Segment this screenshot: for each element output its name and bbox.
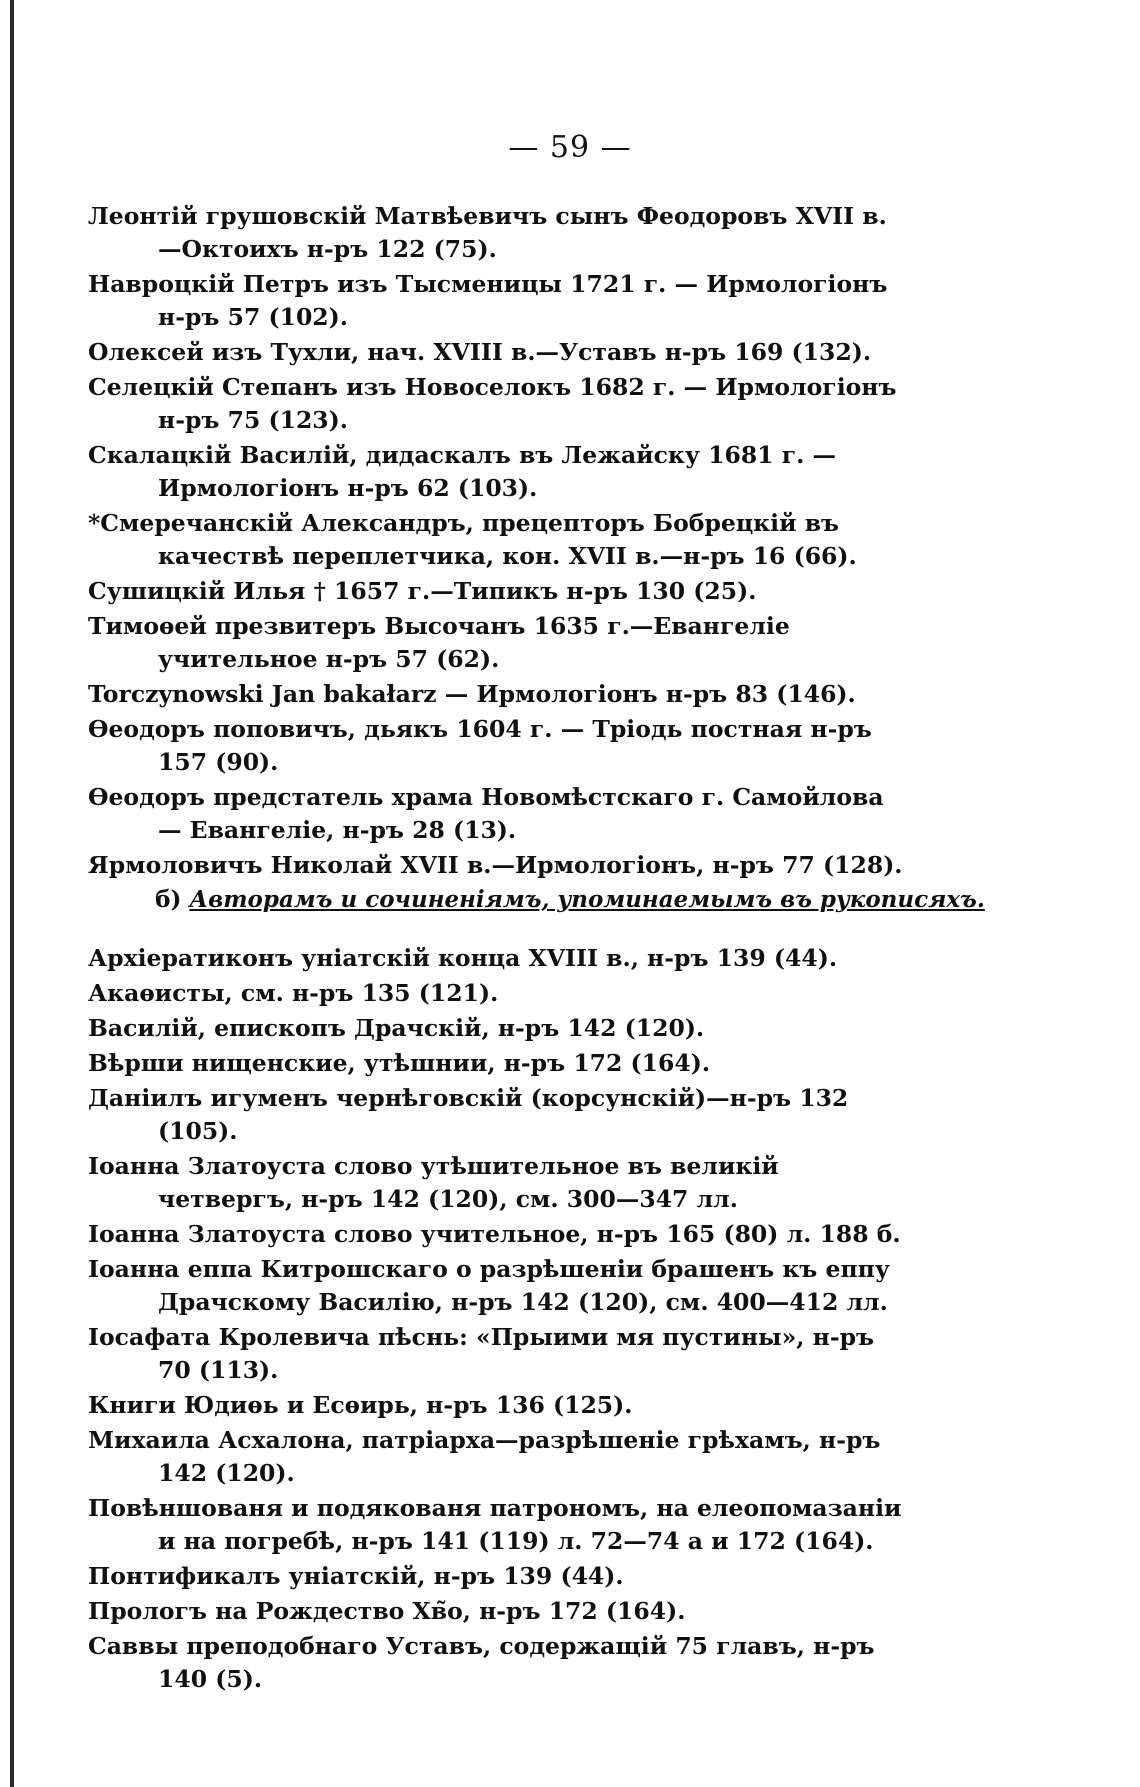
list-item: Понтификалъ уніатскій, н-ръ 139 (44). <box>88 1562 624 1590</box>
list-item: Василій, епископъ Драчскій, н-ръ 142 (120). <box>88 1014 705 1042</box>
list-item: Ярмоловичъ Николай XVII в.—Ирмологіонъ, н-ръ 77 (128). <box>88 851 903 879</box>
list-item: Акаѳисты, см. н-ръ 135 (121). <box>88 979 499 1007</box>
subheading-prefix: б) <box>155 886 182 913</box>
list-item: Навроцкій Петръ изъ Тысменицы 1721 г. — Ирмологіонъ н-ръ 57 (102). <box>88 270 888 331</box>
list-item: Іосафата Кролевича пѣснь: «Прыими мя пустины», н-ръ 70 (113). <box>88 1323 875 1384</box>
subheading-title: Авторамъ и сочиненіямъ, упоминаемымъ въ рукописяхъ. <box>189 886 985 913</box>
list-item: Прологъ на Рождество Хв̃о, н-ръ 172 (164). <box>88 1597 686 1625</box>
list-item: Сушицкій Илья † 1657 г.—Типикъ н-ръ 130 (25). <box>88 577 757 605</box>
list-item: Олексей изъ Тухли, нач. XVIII в.—Уставъ н-ръ 169 (132). <box>88 338 872 366</box>
list-item: Архіератиконъ уніатскій конца XVIII в., н-ръ 139 (44). <box>88 944 838 972</box>
list-item: *Смеречанскій Александръ, прецепторъ Бобрецкій въ качествѣ переплетчика, кон. XVII в.—н-ръ 16 (66). <box>88 509 857 570</box>
list-item: Повѣншованя и подякованя патрономъ, на елеопомазаніи и на погребѣ, н-ръ 141 (119) л. 72—74 а и 172 (164). <box>88 1494 902 1555</box>
list-item: Іоанна еппа Китрошскаго о разрѣшеніи брашенъ къ еппу Драчскому Василію, н-ръ 142 (120), см. 400—412 лл. <box>88 1255 890 1316</box>
authors-works-list <box>88 942 908 1698</box>
list-item: Михаила Асхалона, патріарха—разрѣшеніе грѣхамъ, н-ръ 142 (120). <box>88 1426 881 1487</box>
scribes-list <box>88 200 908 884</box>
page-number: — 59 — <box>508 130 632 165</box>
list-item: Іоанна Златоуста слово учительное, н-ръ 165 (80) л. 188 б. <box>88 1220 901 1248</box>
list-item: Вѣрши нищенские, утѣшнии, н-ръ 172 (164). <box>88 1049 711 1077</box>
list-item: Тимоѳей презвитеръ Высочанъ 1635 г.—Евангеліе учительное н-ръ 57 (62). <box>88 612 790 673</box>
list-item: Селецкій Степанъ изъ Новоселокъ 1682 г. — Ирмологіонъ н-ръ 75 (123). <box>88 373 897 434</box>
list-item: Леонтій грушовскій Матвѣевичъ сынъ Феодоровъ XVII в.—Октоихъ н-ръ 122 (75). <box>88 202 887 263</box>
section-subheading <box>0 886 1140 913</box>
list-item: Саввы преподобнаго Уставъ, содержащій 75 главъ, н-ръ 140 (5). <box>88 1632 875 1693</box>
list-item: Даніилъ игуменъ чернѣговскій (корсунскій)—н-ръ 132 (105). <box>88 1084 849 1145</box>
list-item: Torczynowski Jan bakałarz — Ирмологіонъ н-ръ 83 (146). <box>88 680 856 708</box>
list-item: Ѳеодоръ предстатель храма Новомѣстскаго г. Самойлова — Евангеліе, н-ръ 28 (13). <box>88 783 884 844</box>
list-item: Іоанна Златоуста слово утѣшительное въ великій четвергъ, н-ръ 142 (120), см. 300—347 лл. <box>88 1152 779 1213</box>
list-item: Скалацкій Василій, дидаскалъ въ Лежайску 1681 г. — Ирмологіонъ н-ръ 62 (103). <box>88 441 836 502</box>
list-item: Книги Юдиѳь и Есѳирь, н-ръ 136 (125). <box>88 1391 633 1419</box>
list-item: Ѳеодоръ поповичъ, дьякъ 1604 г. — Тріодь постная н-ръ 157 (90). <box>88 715 872 776</box>
